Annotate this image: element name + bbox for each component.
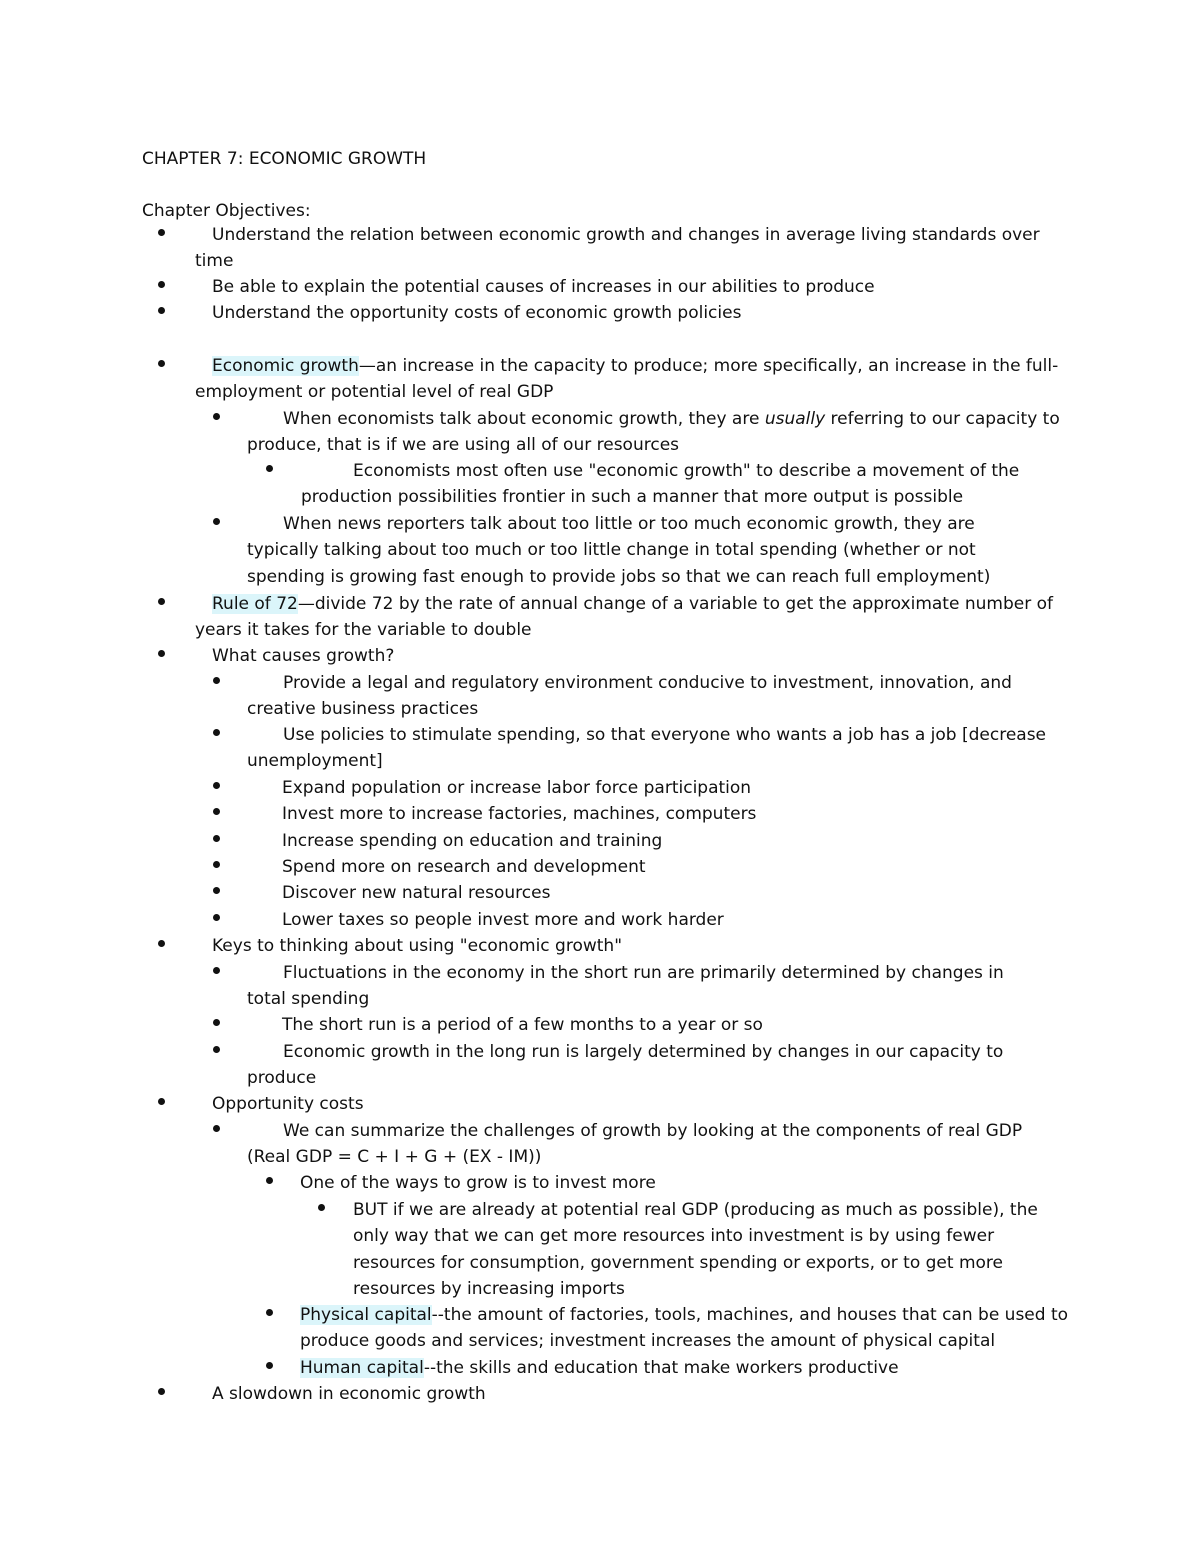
- text-span: When economists talk about economic growth, they are: [283, 409, 765, 429]
- bullet-icon: [158, 360, 165, 367]
- cause-item: Lower taxes so people invest more and work harder: [282, 910, 724, 930]
- bullet-icon: [158, 1388, 165, 1395]
- bullet-icon: [318, 1204, 325, 1211]
- human-capital-term: Human capital: [300, 1358, 424, 1378]
- bullet-icon: [213, 808, 220, 815]
- cause-item: Use policies to stimulate spending, so that everyone who wants a job has a job [decrease unemployment]: [247, 725, 1047, 772]
- objectives-heading: Chapter Objectives:: [142, 201, 311, 221]
- key-item: Fluctuations in the economy in the short run are primarily determined by changes in total spending: [247, 963, 1004, 1010]
- bullet-icon: [266, 1309, 273, 1316]
- objective-item: Be able to explain the potential causes of increases in our abilities to produce: [212, 277, 875, 297]
- rule-of-72-definition: —divide 72 by the rate of annual change of a variable to get the approximate number of years it takes for the variable to double: [195, 594, 1053, 641]
- cause-item: Increase spending on education and training: [282, 831, 663, 851]
- bullet-icon: [158, 1098, 165, 1105]
- bullet-icon: [213, 887, 220, 894]
- economic-growth-item: [195, 353, 1065, 406]
- cause-item: Spend more on research and development: [282, 857, 646, 877]
- economic-growth-term: Economic growth: [212, 356, 359, 376]
- news-reporters-item: When news reporters talk about too little or too much economic growth, they are typically talking about too much or too little change in total spending (whether or not spending is growing fast enough to provide jobs so that we can reach full employment): [247, 514, 991, 587]
- economists-capacity-item: [247, 406, 1082, 459]
- bullet-icon: [266, 1177, 273, 1184]
- bullet-icon: [213, 1046, 220, 1053]
- cause-item: Invest more to increase factories, machines, computers: [282, 804, 757, 824]
- page-title: CHAPTER 7: ECONOMIC GROWTH: [142, 149, 427, 169]
- bullet-icon: [158, 229, 165, 236]
- bullet-icon: [213, 914, 220, 921]
- physical-capital-term: Physical capital: [300, 1305, 432, 1325]
- human-capital-definition: --the skills and education that make workers productive: [423, 1358, 899, 1378]
- emphasis-usually: usually: [764, 409, 826, 429]
- slowdown-item: A slowdown in economic growth: [212, 1384, 486, 1404]
- bullet-icon: [266, 465, 273, 472]
- keys-heading: Keys to thinking about using "economic growth": [212, 936, 623, 956]
- bullet-icon: [213, 967, 220, 974]
- bullet-icon: [213, 1019, 220, 1026]
- ppf-item: Economists most often use "economic growth" to describe a movement of the production possibilities frontier in such a manner that more output is possible: [301, 461, 1020, 508]
- text-span: referring to our capacity to produce, that is if we are using all of our resources: [247, 409, 1060, 456]
- bullet-icon: [213, 677, 220, 684]
- cause-item: Discover new natural resources: [282, 883, 551, 903]
- bullet-icon: [213, 782, 220, 789]
- causes-heading: What causes growth?: [212, 646, 395, 666]
- bullet-icon: [158, 281, 165, 288]
- cause-item: Expand population or increase labor force participation: [282, 778, 752, 798]
- bullet-icon: [213, 835, 220, 842]
- objective-item: Understand the opportunity costs of economic growth policies: [212, 303, 742, 323]
- objective-item: Understand the relation between economic growth and changes in average living standards over time: [195, 225, 1040, 272]
- bullet-icon: [158, 650, 165, 657]
- invest-item: One of the ways to grow is to invest more: [300, 1173, 656, 1193]
- bullet-icon: [213, 729, 220, 736]
- bullet-icon: [158, 940, 165, 947]
- bullet-icon: [213, 1125, 220, 1132]
- bullet-icon: [213, 518, 220, 525]
- cause-item: Provide a legal and regulatory environment conducive to investment, innovation, and creative business practices: [247, 673, 1012, 720]
- bullet-icon: [158, 598, 165, 605]
- human-capital-item: [300, 1355, 1070, 1381]
- summary-item: We can summarize the challenges of growth by looking at the components of real GDP (Real GDP = C + I + G + (EX - IM)): [247, 1121, 1023, 1168]
- key-item: Economic growth in the long run is largely determined by changes in our capacity to produce: [247, 1042, 1004, 1089]
- physical-capital-item: [300, 1302, 1070, 1355]
- rule-of-72-term: Rule of 72: [212, 594, 298, 614]
- opportunity-heading: Opportunity costs: [212, 1094, 364, 1114]
- economic-growth-definition: —an increase in the capacity to produce; more specifically, an increase in the full-employment or potential level of real GDP: [195, 356, 1059, 403]
- invest-detail-item: BUT if we are already at potential real GDP (producing as much as possible), the only way that we can get more resources into investment is by using fewer resources for consumption, government spending or exports, or to get more resources by increasing imports: [353, 1200, 1038, 1300]
- bullet-icon: [266, 1362, 273, 1369]
- rule-of-72-item: [195, 591, 1070, 644]
- bullet-icon: [158, 307, 165, 314]
- bullet-icon: [213, 861, 220, 868]
- key-item: The short run is a period of a few months to a year or so: [282, 1015, 763, 1035]
- bullet-icon: [213, 413, 220, 420]
- physical-capital-definition: --the amount of factories, tools, machines, and houses that can be used to produce goods and services; investment increases the amount of physical capital: [300, 1305, 1069, 1352]
